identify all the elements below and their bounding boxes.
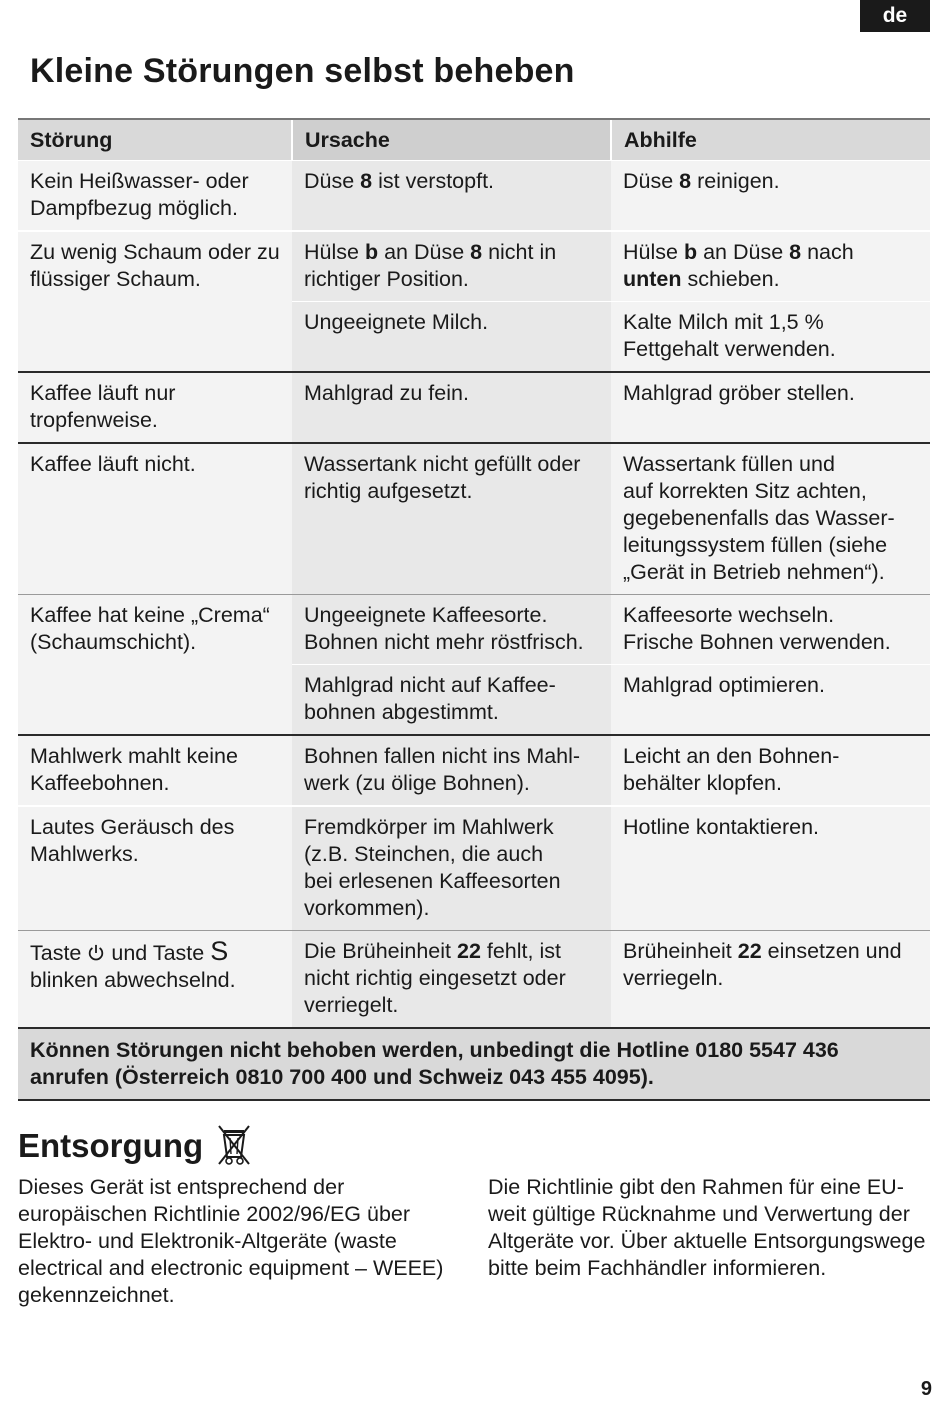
- table-header-row: [18, 119, 930, 161]
- problem-suffix: blinken abwechselnd.: [30, 968, 236, 992]
- remedy-cell: Mahlgrad optimieren.: [611, 665, 930, 736]
- problem-middle: und Taste: [111, 941, 205, 965]
- table-row: [18, 443, 930, 595]
- disposal-text-left: Dieses Gerät ist entsprechend der europäischen Richtlinie 2002/96/EG über Elektro- und Elektronik-Altgeräte (waste electrical and electronic equipment – WEEE) gekennzeichnet.: [18, 1175, 444, 1307]
- table-row: [18, 372, 930, 443]
- disposal-title: Entsorgung: [18, 1127, 204, 1164]
- problem-cell: Lautes Geräusch des Mahlwerks.: [18, 806, 292, 931]
- remedy-cell: Hotline kontaktieren.: [611, 806, 930, 931]
- cause-cell: Bohnen fallen nicht ins Mahl- werk (zu ölige Bohnen).: [292, 735, 611, 806]
- remedy-cell: Düse 8 reinigen.: [611, 161, 930, 232]
- disposal-heading: [18, 1124, 253, 1168]
- cause-cell: Hülse b an Düse 8 nicht in richtiger Position.: [292, 231, 611, 302]
- crossed-out-wheelie-bin-icon: [215, 1124, 253, 1168]
- disposal-text-right: Die Richtlinie gibt den Rahmen für eine EU-weit gültige Rücknahme und Verwertung der Altgeräte vor. Über aktuelle Entsorgungswege bitte beim Fachhändler informieren.: [488, 1175, 926, 1280]
- hotline-notice: Können Störungen nicht behoben werden, unbedingt die Hotline 0180 5547 436 anrufen (Österreich 0810 700 400 und Schweiz 043 455 4095).: [18, 1028, 930, 1100]
- column-header-problem: Störung: [18, 119, 292, 161]
- power-icon: [87, 944, 105, 962]
- cause-cell: Die Brüheinheit 22 fehlt, ist nicht richtig eingesetzt oder verriegelt.: [292, 931, 611, 1029]
- problem-cell: Kaffee läuft nur tropfenweise.: [18, 372, 292, 443]
- column-header-cause: Ursache: [292, 119, 611, 161]
- page-number: 9: [920, 1378, 932, 1400]
- cause-cell: Mahlgrad zu fein.: [292, 372, 611, 443]
- problem-cell: Kaffee hat keine „Crema“ (Schaumschicht).: [18, 595, 292, 736]
- table-row: [18, 931, 930, 1029]
- page-title: Kleine Störungen selbst beheben: [30, 52, 575, 90]
- table-row: [18, 595, 930, 665]
- cause-cell: Fremdkörper im Mahlwerk (z.B. Steinchen, die auch bei erlesenen Kaffeesorten vorkommen).: [292, 806, 611, 931]
- table-row: [18, 161, 930, 232]
- hotline-notice-row: [18, 1028, 930, 1100]
- problem-cell: Mahlwerk mahlt keine Kaffeebohnen.: [18, 735, 292, 806]
- table-row: [18, 806, 930, 931]
- table-row: [18, 735, 930, 806]
- problem-cell: [18, 931, 292, 1029]
- problem-cell: Zu wenig Schaum oder zu flüssiger Schaum.: [18, 231, 292, 372]
- table-row: [18, 231, 930, 302]
- problem-prefix: Taste: [30, 941, 82, 965]
- column-header-remedy: Abhilfe: [611, 119, 930, 161]
- problem-cell: Kaffee läuft nicht.: [18, 443, 292, 595]
- remedy-cell: Mahlgrad gröber stellen.: [611, 372, 930, 443]
- cause-cell: Ungeeignete Kaffeesorte. Bohnen nicht mehr röstfrisch.: [292, 595, 611, 665]
- language-tab: de: [860, 0, 930, 32]
- troubleshooting-table: [18, 118, 930, 1101]
- problem-cell: Kein Heißwasser- oder Dampfbezug möglich.: [18, 161, 292, 232]
- cause-cell: Wassertank nicht gefüllt oder richtig aufgesetzt.: [292, 443, 611, 595]
- cause-cell: Düse 8 ist verstopft.: [292, 161, 611, 232]
- remedy-cell: Kaffeesorte wechseln. Frische Bohnen verwenden.: [611, 595, 930, 665]
- s-button-icon: S: [210, 936, 229, 966]
- cause-cell: Ungeeignete Milch.: [292, 302, 611, 373]
- remedy-cell: Kalte Milch mit 1,5 % Fettgehalt verwenden.: [611, 302, 930, 373]
- remedy-cell: Hülse b an Düse 8 nach unten schieben.: [611, 231, 930, 302]
- cause-cell: Mahlgrad nicht auf Kaffee- bohnen abgestimmt.: [292, 665, 611, 736]
- remedy-cell: Leicht an den Bohnen- behälter klopfen.: [611, 735, 930, 806]
- remedy-cell: Wassertank füllen und auf korrekten Sitz achten, gegebenenfalls das Wasser- leitungssystem füllen (siehe „Gerät in Betrieb nehmen“).: [611, 443, 930, 595]
- remedy-cell: Brüheinheit 22 einsetzen und verriegeln.: [611, 931, 930, 1029]
